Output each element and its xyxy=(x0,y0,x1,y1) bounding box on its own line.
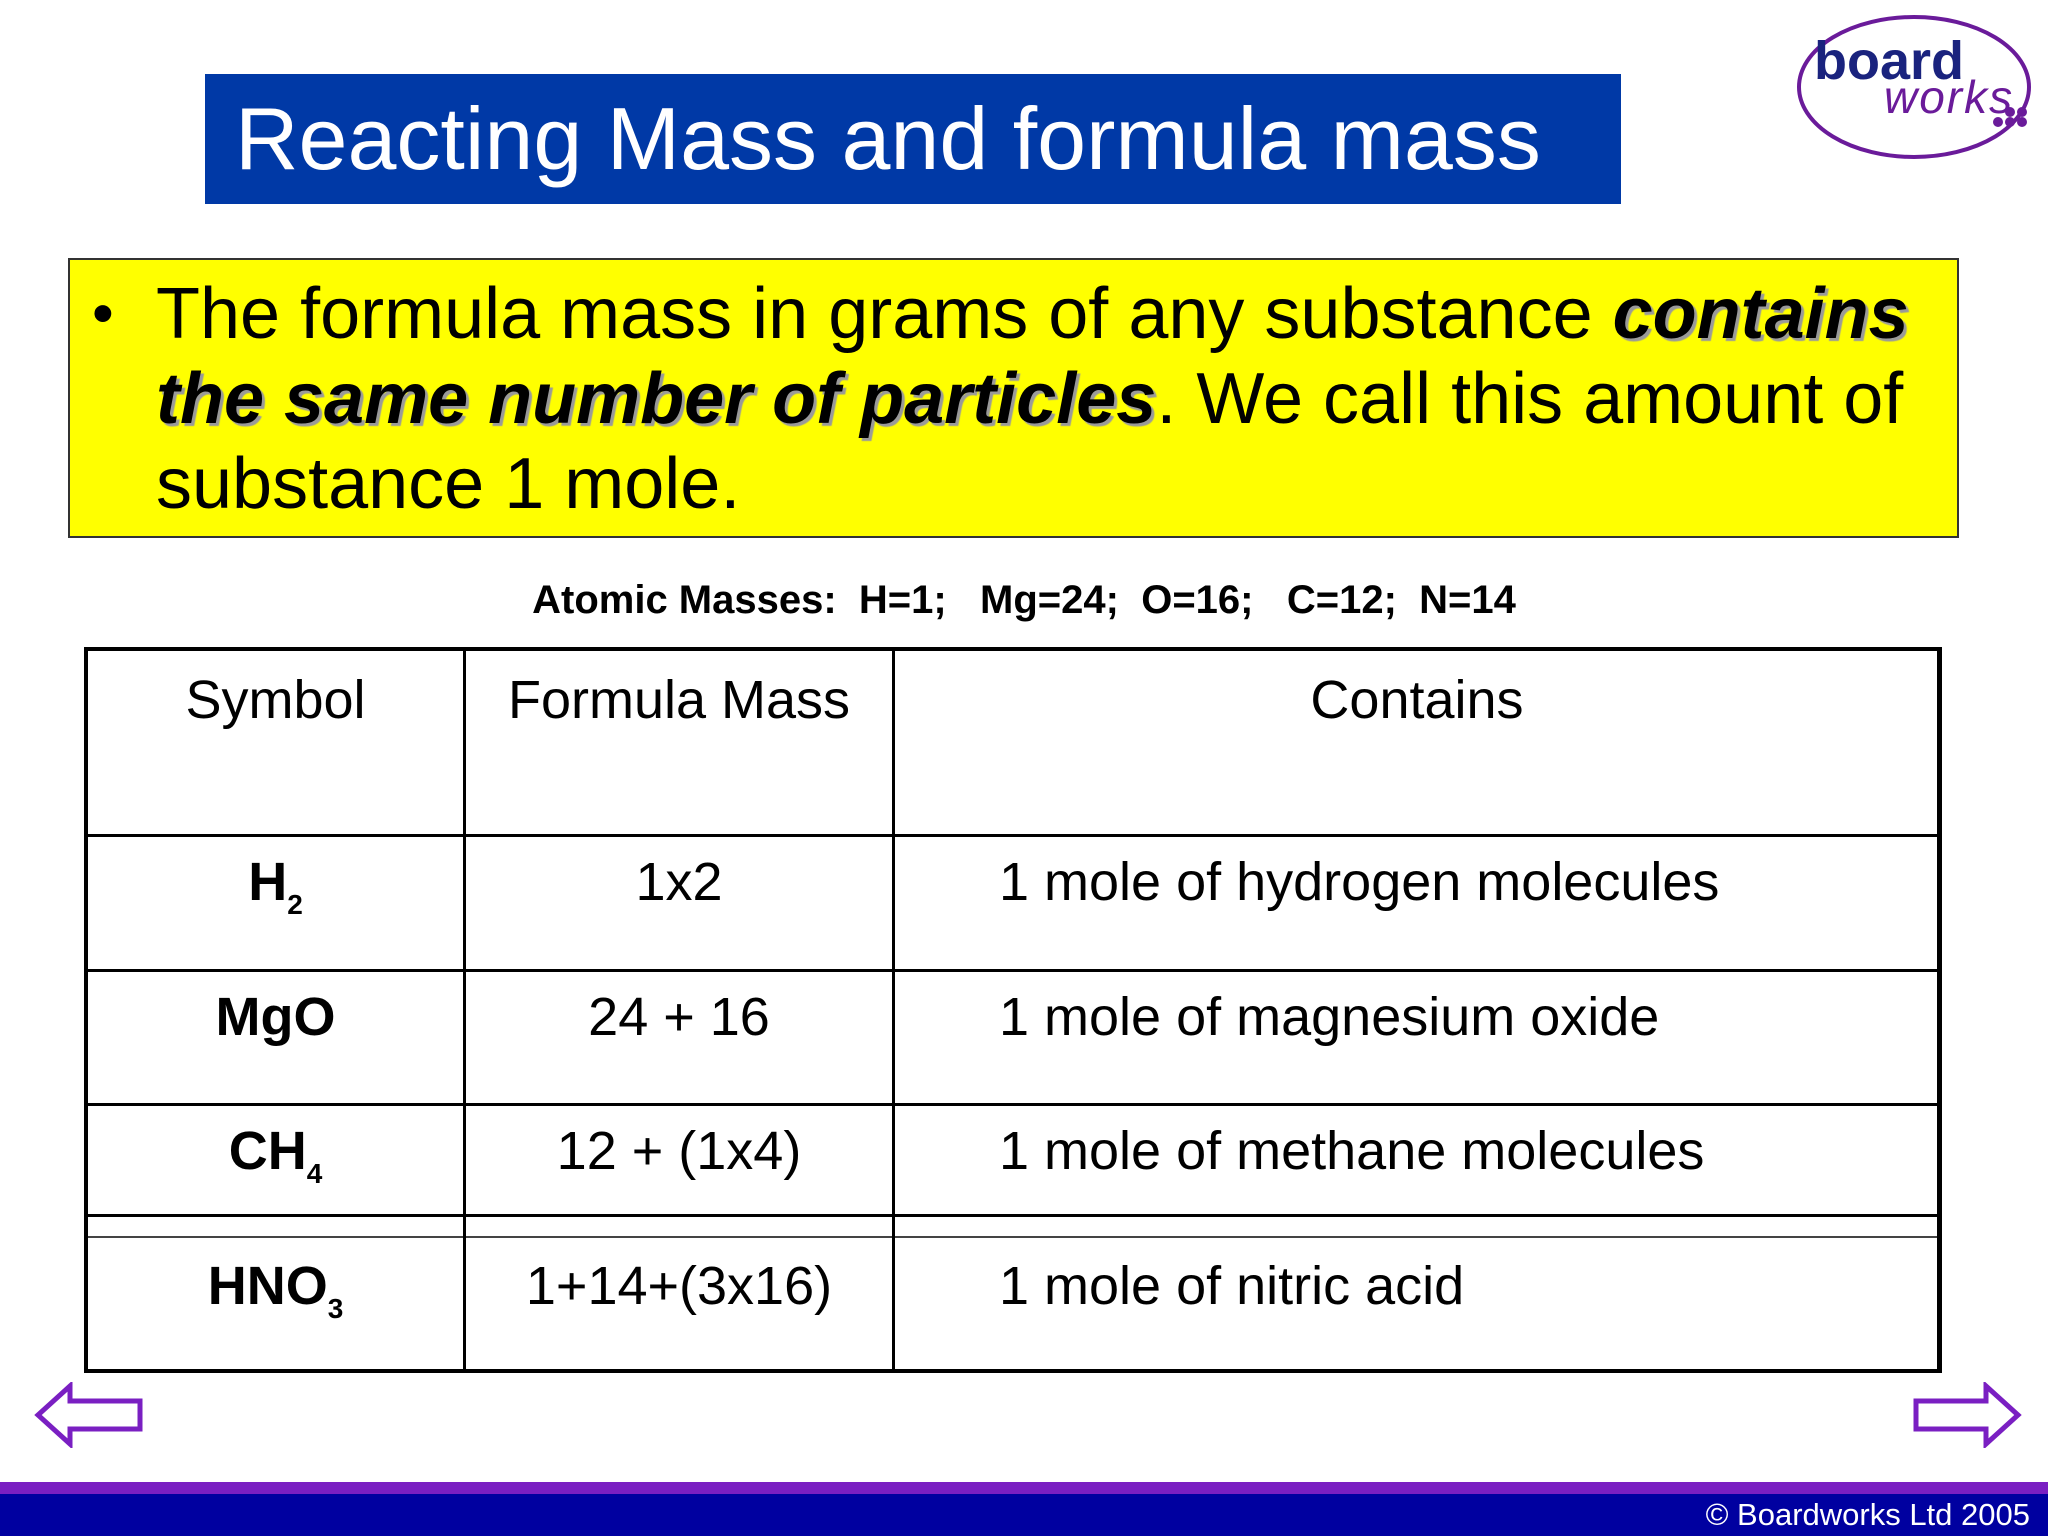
row-divider xyxy=(88,1236,1937,1238)
table-row-symbol xyxy=(88,1120,463,1189)
symbol-subscript: 4 xyxy=(306,1158,323,1189)
table-row-contains: 1 mole of magnesium oxide xyxy=(999,987,1660,1047)
page-title: Reacting Mass and formula mass xyxy=(235,89,1541,188)
definition-emphasis: contains the same number of particles xyxy=(156,274,1909,439)
table-row-symbol xyxy=(88,1255,463,1324)
previous-arrow-icon[interactable] xyxy=(34,1382,144,1448)
table-row-symbol xyxy=(88,986,463,1048)
logo-word-board: board xyxy=(1814,31,1965,91)
footer-bar xyxy=(0,1494,2048,1536)
table-row-mass: 1x2 xyxy=(635,852,723,912)
footer-accent-strip xyxy=(0,1482,2048,1494)
title-bar xyxy=(205,74,1621,204)
row-divider xyxy=(88,1103,1937,1106)
symbol-text: H xyxy=(248,852,288,912)
row-divider xyxy=(88,834,1937,837)
copyright-text: © Boardworks Ltd 2005 xyxy=(1705,1497,2030,1532)
definition-text xyxy=(156,272,1946,527)
definition-callout xyxy=(68,258,1959,538)
symbol-subscript: 3 xyxy=(327,1293,344,1324)
header-contains: Contains xyxy=(1310,670,1524,730)
definition-part2: . We call this amount of substance 1 mole. xyxy=(156,359,1904,524)
row-divider xyxy=(88,1214,1937,1217)
table-row-symbol xyxy=(88,851,463,920)
row-divider xyxy=(88,969,1937,972)
logo-word-works: works xyxy=(1884,71,2015,123)
column-divider xyxy=(892,651,895,1369)
table-row-contains: 1 mole of methane molecules xyxy=(999,1121,1705,1181)
symbol-text: MgO xyxy=(215,987,336,1047)
symbol-text: HNO xyxy=(207,1256,328,1316)
bullet-icon: • xyxy=(92,279,114,348)
definition-part1: The formula mass in grams of any substance xyxy=(156,274,1613,354)
table-row-contains: 1 mole of hydrogen molecules xyxy=(999,852,1720,912)
header-formula-mass: Formula Mass xyxy=(507,670,851,730)
symbol-text: CH xyxy=(228,1121,307,1181)
table-row-mass: 12 + (1x4) xyxy=(556,1121,802,1181)
header-symbol: Symbol xyxy=(185,670,366,730)
symbol-subscript: 2 xyxy=(287,889,303,920)
table-row-mass: 24 + 16 xyxy=(588,987,770,1047)
boardworks-logo xyxy=(1796,12,2036,162)
table-row-contains: 1 mole of nitric acid xyxy=(999,1256,1465,1316)
atomic-masses-label: Atomic Masses: H=1; Mg=24; O=16; C=12; N=14 xyxy=(532,578,1516,622)
next-arrow-icon[interactable] xyxy=(1912,1382,2022,1448)
table-row-mass: 1+14+(3x16) xyxy=(525,1256,833,1316)
formula-mass-table xyxy=(84,647,1942,1373)
